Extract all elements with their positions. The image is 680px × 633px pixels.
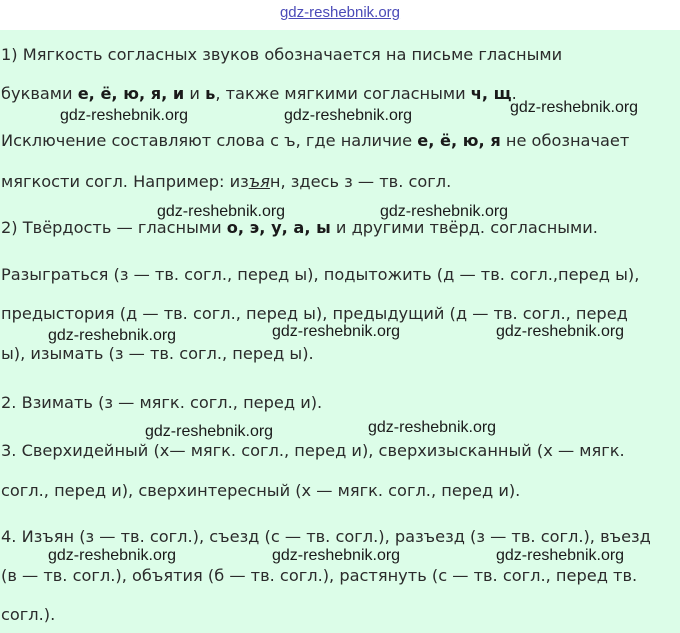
text-line-7: предыстория (д — тв. согл., перед ы), предыдущий (д — тв. согл., перед	[1, 304, 628, 323]
watermark-text: gdz-reshebnik.org	[48, 547, 177, 564]
text-line-1: 1) Мягкость согласных звуков обозначается на письме гласными	[1, 45, 563, 64]
text-line-5	[1, 218, 598, 238]
text-segment: и	[184, 84, 206, 103]
text-segment: буквами	[1, 84, 78, 103]
watermark-text: gdz-reshebnik.org	[496, 323, 625, 340]
bold-letters: ч, щ	[470, 84, 512, 103]
watermark-text: gdz-reshebnik.org	[272, 323, 401, 340]
text-segment: н, здесь з — тв. согл.	[269, 172, 452, 191]
text-line-4	[1, 172, 451, 192]
text-line-6: Разыграться (з — тв. согл., перед ы), подытожить (д — тв. согл.,перед ы),	[1, 265, 640, 284]
watermark-text: gdz-reshebnik.org	[157, 203, 286, 220]
watermark-text: gdz-reshebnik.org	[48, 327, 177, 344]
text-line-10: 3. Сверхидейный (х— мягк. согл., перед и), сверхизысканный (х — мягк.	[1, 441, 625, 460]
answer-text-area	[0, 30, 680, 633]
watermark-text: gdz-reshebnik.org	[60, 107, 189, 124]
bold-letters: е, ё, ю, я, и	[77, 84, 185, 103]
watermark-text: gdz-reshebnik.org	[510, 99, 639, 116]
bold-letters: е, ё, ю, я	[417, 131, 501, 150]
bold-letters: о, э, у, а, ы	[226, 218, 331, 237]
watermark-text: gdz-reshebnik.org	[145, 423, 274, 440]
watermark-text: gdz-reshebnik.org	[368, 419, 497, 436]
text-line-8: ы), изымать (з — тв. согл., перед ы).	[1, 344, 314, 363]
text-segment: , также мягкими согласными	[215, 84, 471, 103]
text-segment: .	[511, 84, 517, 103]
text-line-3	[1, 131, 629, 151]
page-header	[0, 0, 680, 30]
watermark-text: gdz-reshebnik.org	[284, 107, 413, 124]
text-line-11: согл., перед и), сверхинтересный (х — мягк. согл., перед и).	[1, 481, 521, 500]
watermark-text: gdz-reshebnik.org	[272, 547, 401, 564]
site-link[interactable]: gdz-reshebnik.org	[279, 4, 401, 21]
text-line-14: согл.).	[1, 605, 56, 624]
text-line-2	[1, 84, 517, 104]
watermark-text: gdz-reshebnik.org	[380, 203, 509, 220]
text-line-12: 4. Изъян (з — тв. согл.), съезд (с — тв. согл.), разъезд (з — тв. согл.), въезд	[1, 527, 651, 546]
watermark-text: gdz-reshebnik.org	[496, 547, 625, 564]
bold-letters: ь	[205, 84, 216, 103]
text-segment: не обозначает	[500, 131, 630, 150]
text-line-13: (в — тв. согл.), объятия (б — тв. согл.), растянуть (с — тв. согл., перед тв.	[1, 566, 638, 585]
text-segment: и другими твёрд. согласными.	[330, 218, 598, 237]
text-segment: 2) Твёрдость — гласными	[1, 218, 227, 237]
text-segment: мягкости согл. Например: из	[1, 172, 249, 191]
text-line-9: 2. Взимать (з — мягк. согл., перед и).	[1, 393, 323, 412]
underlined-letters: ъя	[248, 172, 270, 191]
text-segment: Исключение составляют слова с ъ, где наличие	[1, 131, 418, 150]
